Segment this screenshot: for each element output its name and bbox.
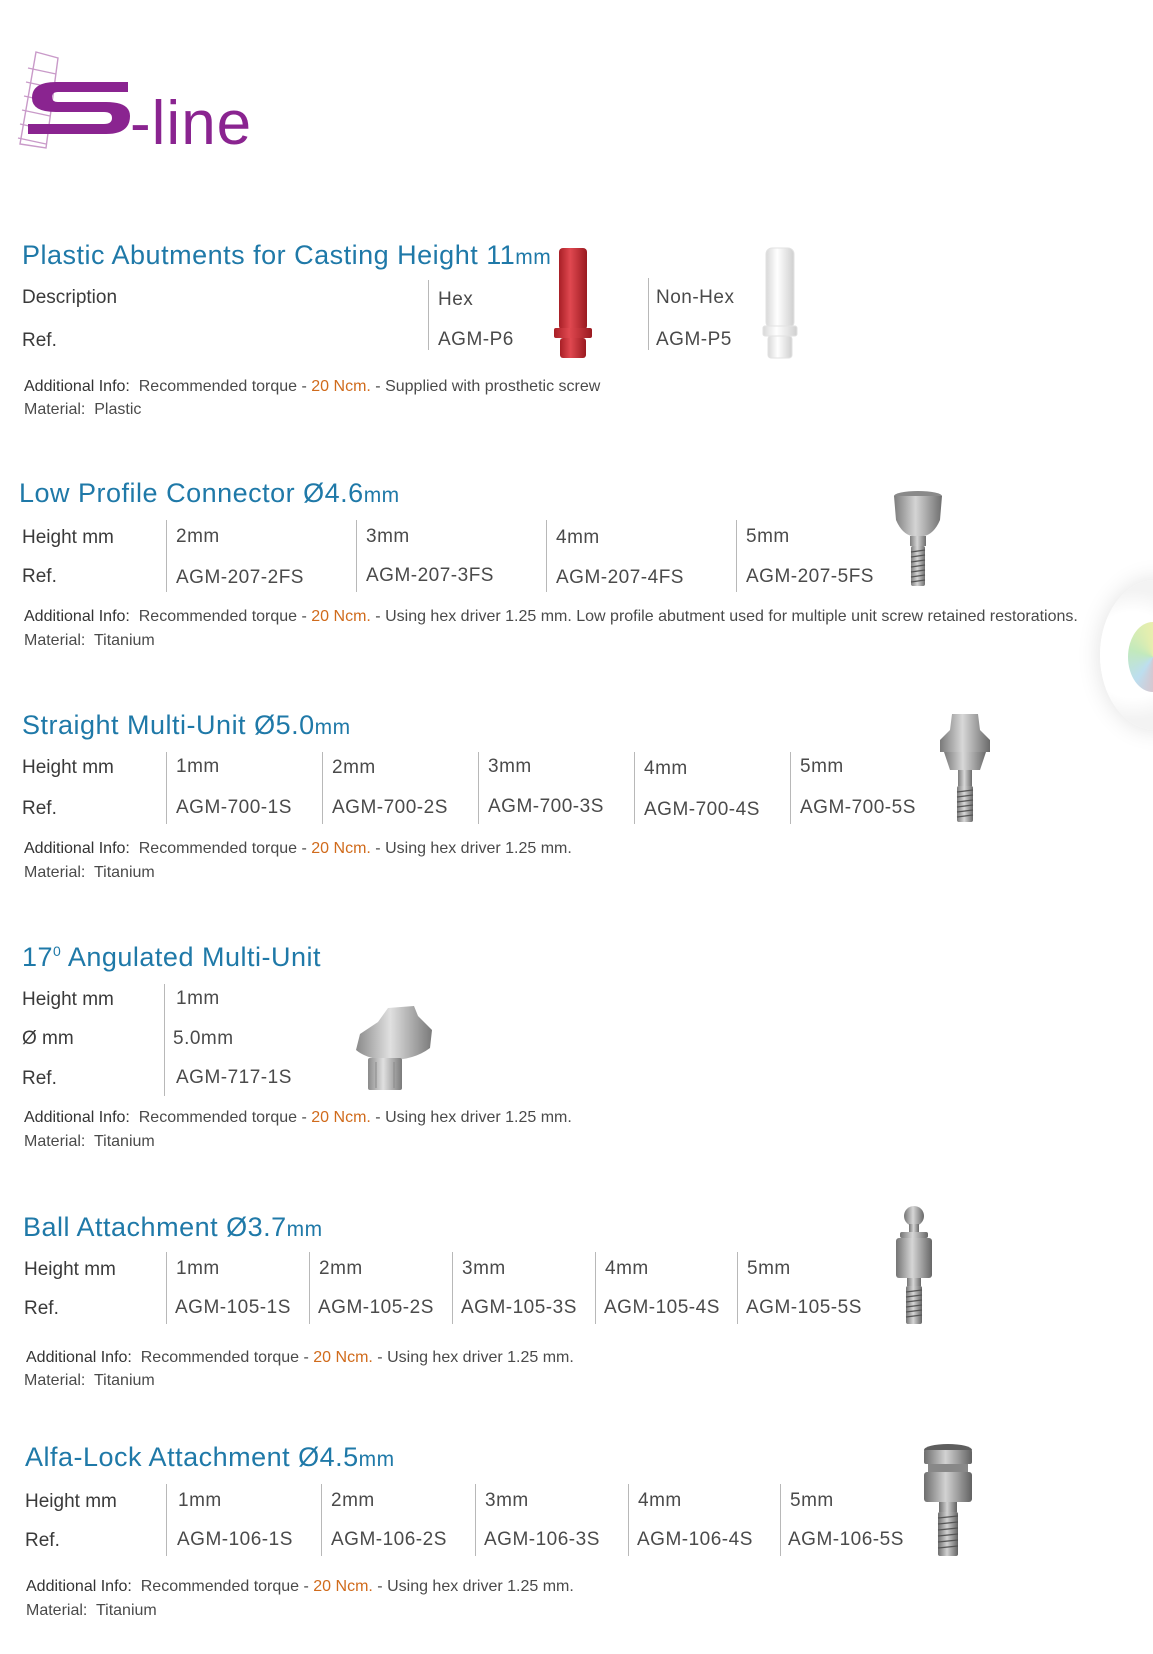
cell-height: 1mm: [178, 1490, 222, 1511]
row-label-ref: Ref.: [22, 330, 57, 351]
white-plastic-abutment-image: [760, 246, 800, 362]
column-divider: [321, 1484, 322, 1556]
cell-height: 2mm: [331, 1490, 375, 1511]
low-profile-connector-image: [890, 490, 946, 590]
additional-info: Additional Info: Recommended torque - 20 Ncm. - Using hex driver 1.25 mm.: [26, 1349, 574, 1366]
row-label-height: Height mm: [22, 989, 114, 1010]
row-label-height: Height mm: [25, 1491, 117, 1512]
cell-ref: AGM-106-4S: [637, 1529, 753, 1550]
section-title: Straight Multi-Unit Ø5.0mm: [22, 710, 351, 740]
cell-height: 1mm: [176, 1258, 220, 1279]
column-divider: [780, 1484, 781, 1556]
row-label-description: Description: [22, 287, 118, 308]
cell-height: 2mm: [332, 757, 376, 778]
cell-height: 5mm: [800, 756, 844, 777]
column-divider: [648, 278, 649, 350]
column-divider: [452, 1252, 453, 1324]
cell-ref: AGM-106-1S: [177, 1529, 293, 1550]
cell-ref: AGM-105-1S: [175, 1297, 291, 1318]
column-divider: [166, 1252, 167, 1324]
cell-variant: Hex: [438, 289, 474, 310]
row-label-ref: Ref.: [25, 1530, 60, 1551]
row-label-ref: Ref.: [22, 798, 57, 819]
cell-height: 1mm: [176, 988, 220, 1009]
material-line: Material: Titanium: [24, 632, 155, 649]
column-divider: [428, 280, 429, 350]
cell-ref: AGM-P5: [656, 329, 732, 350]
cell-height: 5mm: [790, 1490, 834, 1511]
cell-variant: Non-Hex: [656, 287, 735, 308]
row-label-ref: Ref.: [22, 566, 57, 587]
column-divider: [634, 752, 635, 824]
cell-ref: AGM-106-5S: [788, 1529, 904, 1550]
section-title: Low Profile Connector Ø4.6mm: [19, 478, 400, 508]
column-divider: [546, 520, 547, 592]
column-divider: [628, 1484, 629, 1556]
cell-ref: AGM-700-5S: [800, 797, 916, 818]
cell-ref: AGM-106-3S: [484, 1529, 600, 1550]
column-divider: [166, 1484, 167, 1556]
alfa-lock-attachment-image: [920, 1442, 976, 1560]
cell-ref: AGM-105-3S: [461, 1297, 577, 1318]
cell-ref: AGM-106-2S: [331, 1529, 447, 1550]
cell-height: 1mm: [176, 756, 220, 777]
column-divider: [737, 1252, 738, 1324]
column-divider: [478, 752, 479, 824]
cell-height: 3mm: [462, 1258, 506, 1279]
row-label-height: Height mm: [22, 527, 114, 548]
straight-multi-unit-image: [936, 710, 994, 826]
additional-info: Additional Info: Recommended torque - 20 Ncm. - Supplied with prosthetic screw: [24, 378, 601, 395]
cell-ref: AGM-700-2S: [332, 797, 448, 818]
cell-height: 2mm: [176, 526, 220, 547]
cell-height: 5mm: [747, 1258, 791, 1279]
cell-height: 4mm: [605, 1258, 649, 1279]
cell-height: 3mm: [366, 526, 410, 547]
cell-ref: AGM-700-3S: [488, 796, 604, 817]
cell-height: 3mm: [488, 756, 532, 777]
cell-ref: AGM-105-4S: [604, 1297, 720, 1318]
cell-height: 4mm: [644, 758, 688, 779]
cell-ref: AGM-700-1S: [176, 797, 292, 818]
material-line: Material: Titanium: [26, 1602, 157, 1619]
cell-ref: AGM-717-1S: [176, 1067, 292, 1088]
column-divider: [322, 752, 323, 824]
material-line: Material: Titanium: [24, 864, 155, 881]
column-divider: [356, 520, 357, 592]
column-divider: [166, 520, 167, 592]
cell-height: 5mm: [746, 526, 790, 547]
additional-info: Additional Info: Recommended torque - 20 Ncm. - Using hex driver 1.25 mm.: [26, 1578, 574, 1595]
logo-s-mark: [24, 76, 136, 138]
cell-diameter: 5.0mm: [173, 1028, 234, 1049]
section-title: Plastic Abutments for Casting Height 11mm: [22, 240, 552, 270]
column-divider: [309, 1252, 310, 1324]
cell-height: 4mm: [556, 527, 600, 548]
column-divider: [166, 752, 167, 824]
ball-attachment-image: [888, 1204, 940, 1328]
cell-ref: AGM-207-2FS: [176, 567, 304, 588]
column-divider: [790, 752, 791, 824]
cell-height: 4mm: [638, 1490, 682, 1511]
section-title: $17^0$ Angulated Multi-Unit: [22, 942, 321, 972]
row-label-height: Height mm: [24, 1259, 116, 1280]
cell-ref: AGM-105-5S: [746, 1297, 862, 1318]
cell-ref: AGM-207-5FS: [746, 566, 874, 587]
angulated-multi-unit-image: [354, 1004, 438, 1094]
row-label-diameter: Ø mm: [22, 1028, 74, 1049]
material-line: Material: Titanium: [24, 1133, 155, 1150]
additional-info: Additional Info: Recommended torque - 20 Ncm. - Using hex driver 1.25 mm. Low profile abutment used for multiple unit screw retained restorations.: [24, 608, 1078, 625]
section-title: Alfa-Lock Attachment Ø4.5mm: [25, 1442, 395, 1472]
material-line: Material: Plastic: [24, 401, 142, 418]
cell-height: 3mm: [485, 1490, 529, 1511]
column-divider: [736, 520, 737, 592]
row-label-height: Height mm: [22, 757, 114, 778]
red-plastic-abutment-image: [550, 246, 596, 362]
logo-wordmark: -line: [130, 89, 253, 158]
column-divider: [475, 1484, 476, 1556]
cell-ref: AGM-700-4S: [644, 799, 760, 820]
cell-ref: AGM-207-3FS: [366, 565, 494, 586]
additional-info: Additional Info: Recommended torque - 20 Ncm. - Using hex driver 1.25 mm.: [24, 1109, 572, 1126]
cell-ref: AGM-207-4FS: [556, 567, 684, 588]
row-label-ref: Ref.: [24, 1298, 59, 1319]
cell-ref: AGM-105-2S: [318, 1297, 434, 1318]
cell-height: 2mm: [319, 1258, 363, 1279]
section-title: Ball Attachment Ø3.7mm: [23, 1212, 323, 1242]
row-label-ref: Ref.: [22, 1068, 57, 1089]
additional-info: Additional Info: Recommended torque - 20 Ncm. - Using hex driver 1.25 mm.: [24, 840, 572, 857]
cell-ref: AGM-P6: [438, 329, 514, 350]
column-divider: [164, 984, 165, 1096]
material-line: Material: Titanium: [24, 1372, 155, 1389]
column-divider: [595, 1252, 596, 1324]
